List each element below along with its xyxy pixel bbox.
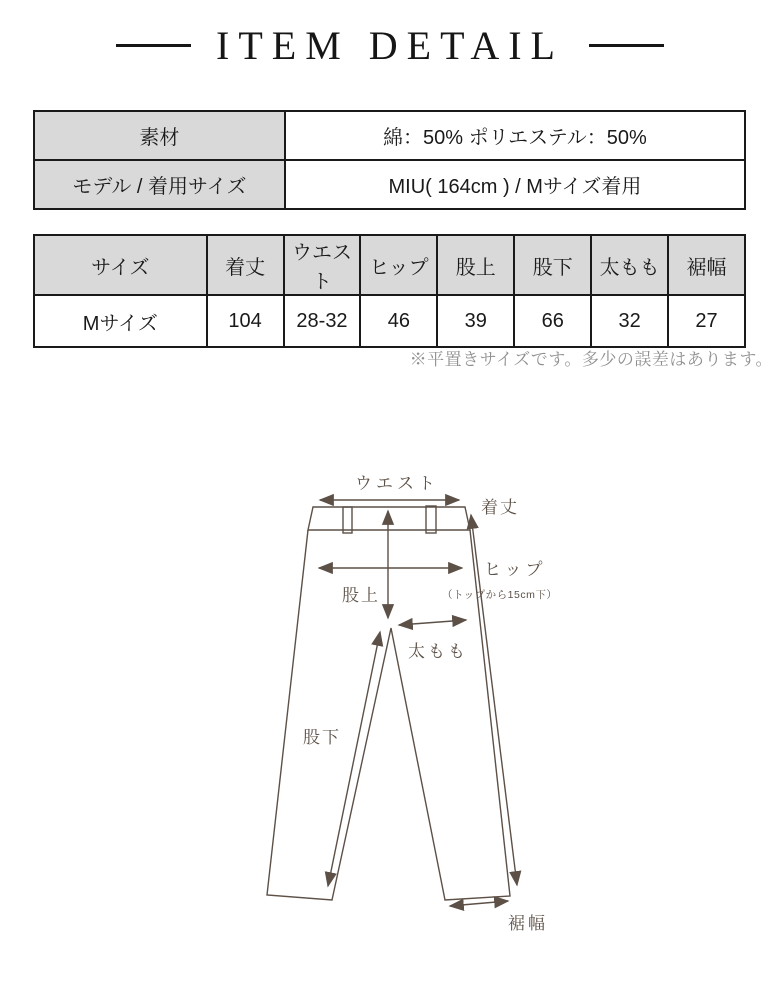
hem-width-arrow [450,901,508,906]
size-cell-hip: 46 [360,295,437,347]
size-header-size: サイズ [34,235,207,295]
spec-value-material: 綿：50% ポリエステル：50% [285,111,745,160]
belt-loop-left [343,507,352,533]
size-cell-length: 104 [207,295,284,347]
thigh-label: 太もも [408,642,468,661]
pants-waistband-outline [308,507,470,530]
spec-value-model: MIU( 164cm ) / Mサイズ着用 [285,160,745,209]
hip-label: ヒップ [484,560,547,579]
hip-note-label: （トップから15cm下） [442,589,558,601]
inseam-label: 股下 [303,728,341,747]
rise-label: 股上 [342,586,380,605]
size-header-rise: 股上 [437,235,514,295]
waist-label: ウエスト [355,474,439,493]
belt-loop-right [426,506,436,533]
spec-label-material: 素材 [34,111,285,160]
size-header-hem: 裾幅 [668,235,745,295]
size-header-inseam: 股下 [514,235,591,295]
size-cell-thigh: 32 [591,295,668,347]
measurement-note: ※平置きサイズです。多少の誤差はあります。 [409,350,773,369]
size-cell-size: Mサイズ [34,295,207,347]
inseam-arrow [328,632,380,886]
hem-width-label: 裾幅 [508,914,548,933]
spec-label-model: モデル / 着用サイズ [34,160,285,209]
size-header-thigh: 太もも [591,235,668,295]
size-cell-inseam: 66 [514,295,591,347]
size-cell-waist: 28-32 [284,295,361,347]
size-cell-hem: 27 [668,295,745,347]
size-header-length: 着丈 [207,235,284,295]
page-title: ITEM DETAIL [216,23,564,68]
size-header-waist: ウエスト [284,235,361,295]
size-header-hip: ヒップ [360,235,437,295]
length-label: 着丈 [481,498,519,517]
thigh-arrow [399,620,466,625]
size-cell-rise: 39 [437,295,514,347]
